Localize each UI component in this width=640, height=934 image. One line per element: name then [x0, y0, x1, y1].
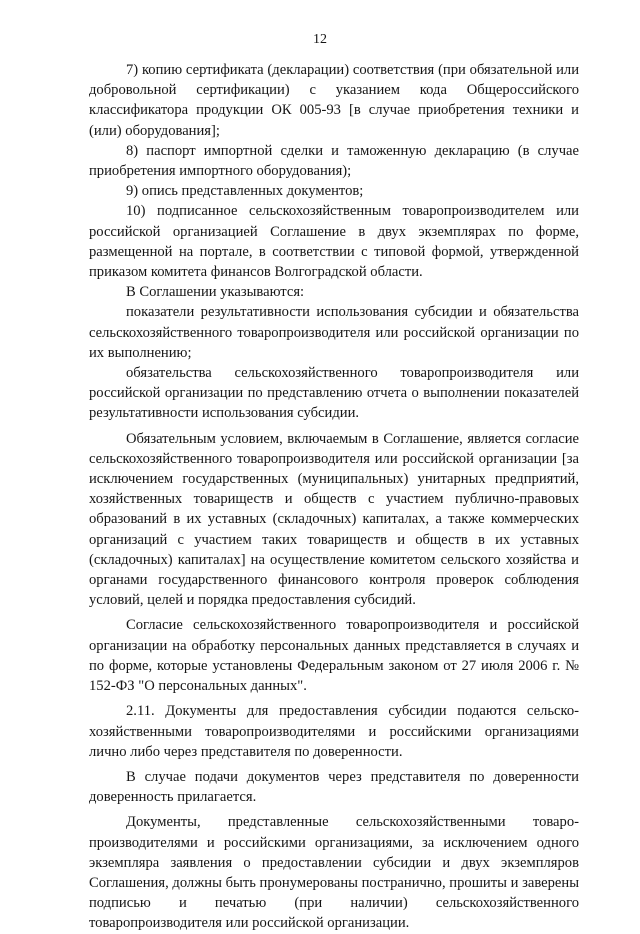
paragraph-documents-requirements: Документы, представленные сельскохозяйственными товаро-производителями и российскими организациями, за исключением одного экземпляра заявления о предоставлении субсидии и двух экземпляров Соглашения, должны быть пронумерованы постранично, прошиты и заверены подписью и печатью (при наличии) сельскохозяйственного товаропроизводителя или российской организации.: [89, 814, 579, 932]
paragraph-item-9: 9) опись представленных документов;: [126, 183, 364, 200]
page-number: 12: [313, 32, 327, 47]
paragraph-item-7: 7) копию сертификата (декларации) соответствия (при обязательной или добровольной сертификации) с указанием кода Общероссийского классификатора продукции ОК 005-93 [в случае приобретения техники и (или) оборудования];: [89, 62, 579, 139]
paragraph-agreement-intro: В Соглашении указываются:: [126, 284, 305, 301]
document-body: [89, 60, 579, 934]
paragraph-item-10: 10) подписанное сельскохозяйственным товаропроизводителем или российской организацией Соглашение в двух экземплярах по форме, размещенной на портале, в соответствии с типовой формой, утвержденной приказом комитета финансов Волгоградской области.: [89, 203, 579, 281]
paragraph-section-2-11: 2.11. Документы для предоставления субсидии подаются сельско-хозяйственными товаропроизводителями и российскими организациями лично либо через представителя по доверенности.: [89, 703, 579, 760]
paragraph-mandatory-condition: Обязательным условием, включаемым в Соглашение, является согласие сельскохозяйственного товаропроизводителя или российской организации [за исключением государственных (муниципальных) унитарных предприятий, хозяйственных товариществ и обществ с участием публично-правовых образований в их уставных (складочных) капиталах, а также коммерческих организаций с участием таких товариществ и обществ в их уставных (складочных) капиталах] на осуществление комитетом сельского хозяйства и органами государственного финансового контроля проверок соблюдения условий, целей и порядка предоставления субсидий.: [89, 430, 579, 609]
paragraph-agreement-obligations: обязательства сельскохозяйственного товаропроизводителя или российской организации по представлению отчета о выполнении показателей результативности использования субсидии.: [89, 365, 579, 422]
paragraph-agreement-indicators: показатели результативности использования субсидии и обязательства сельскохозяйственного товаропроизводителя или российской организации по их выполнению;: [89, 304, 579, 361]
paragraph-personal-data-consent: Согласие сельскохозяйственного товаропроизводителя и российской организации на обработку персональных данных представляется в случаях и по форме, которые установлены Федеральным законом от 27 июля 2006 г. № 152-ФЗ "О персональных данных".: [89, 617, 579, 695]
paragraph-item-8: 8) паспорт импортной сделки и таможенную декларацию (в случае приобретения импортного оборудования);: [89, 142, 579, 180]
paragraph-power-of-attorney: В случае подачи документов через представителя по доверенности доверенность прилагается.: [89, 768, 579, 806]
